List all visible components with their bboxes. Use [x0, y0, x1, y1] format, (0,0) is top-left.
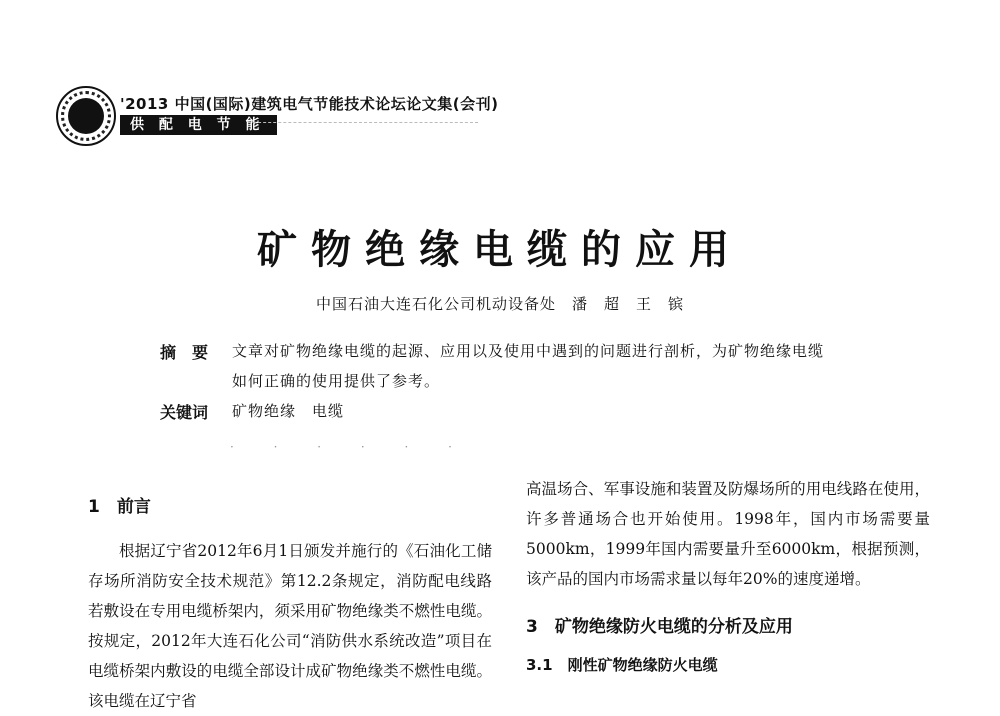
- article-title: 矿物绝缘电缆的应用: [257, 227, 743, 273]
- author-line: 中国石油大连石化公司机动设备处 潘 超 王 镔: [315, 295, 684, 313]
- section-heading-1: 1 前言: [88, 497, 151, 517]
- journal-title: '2013 中国(国际)建筑电气节能技术论坛论文集(会刊): [120, 95, 499, 113]
- section-heading-3: 3 矿物绝缘防火电缆的分析及应用: [526, 617, 793, 637]
- abstract-line-1: 文章对矿物绝缘电缆的起源、应用以及使用中遇到的问题进行剖析，为矿物绝缘电缆: [232, 342, 825, 360]
- header-divider: [248, 122, 478, 123]
- separator-dots: · · · · · ·: [230, 440, 470, 454]
- right-column: [526, 474, 930, 680]
- keywords-label: 关键词: [160, 403, 209, 422]
- section-tag: 供 配 电 节 能: [120, 115, 277, 135]
- abstract-line-2: 如何正确的使用提供了参考。: [232, 372, 441, 390]
- subsection-heading-3-1: 3.1 刚性矿物绝缘防火电缆: [526, 656, 718, 674]
- market-paragraph: 高温场合、军事设施和装置及防爆场所的用电线路在使用，许多普通场合也开始使用。1998年，国内市场需要量5000km，1999年国内需要量升至6000km，根据预测，该产品的国内市场需求量以每年20%的速度递增。: [526, 480, 930, 588]
- abstract-label: 摘 要: [160, 343, 209, 362]
- journal-seal-core: [68, 98, 104, 134]
- left-column: [88, 492, 492, 716]
- keywords-text: 矿物绝缘 电缆: [232, 402, 345, 420]
- intro-paragraph: 根据辽宁省2012年6月1日颁发并施行的《石油化工储存场所消防安全技术规范》第12.2条规定，消防配电线路若敷设在专用电缆桥架内，须采用矿物绝缘类不燃性电缆。按规定，2012年大连石化公司“消防供水系统改造”项目在电缆桥架内敷设的电缆全部设计成矿物绝缘类不燃性电缆。该电缆在辽宁省: [88, 542, 492, 710]
